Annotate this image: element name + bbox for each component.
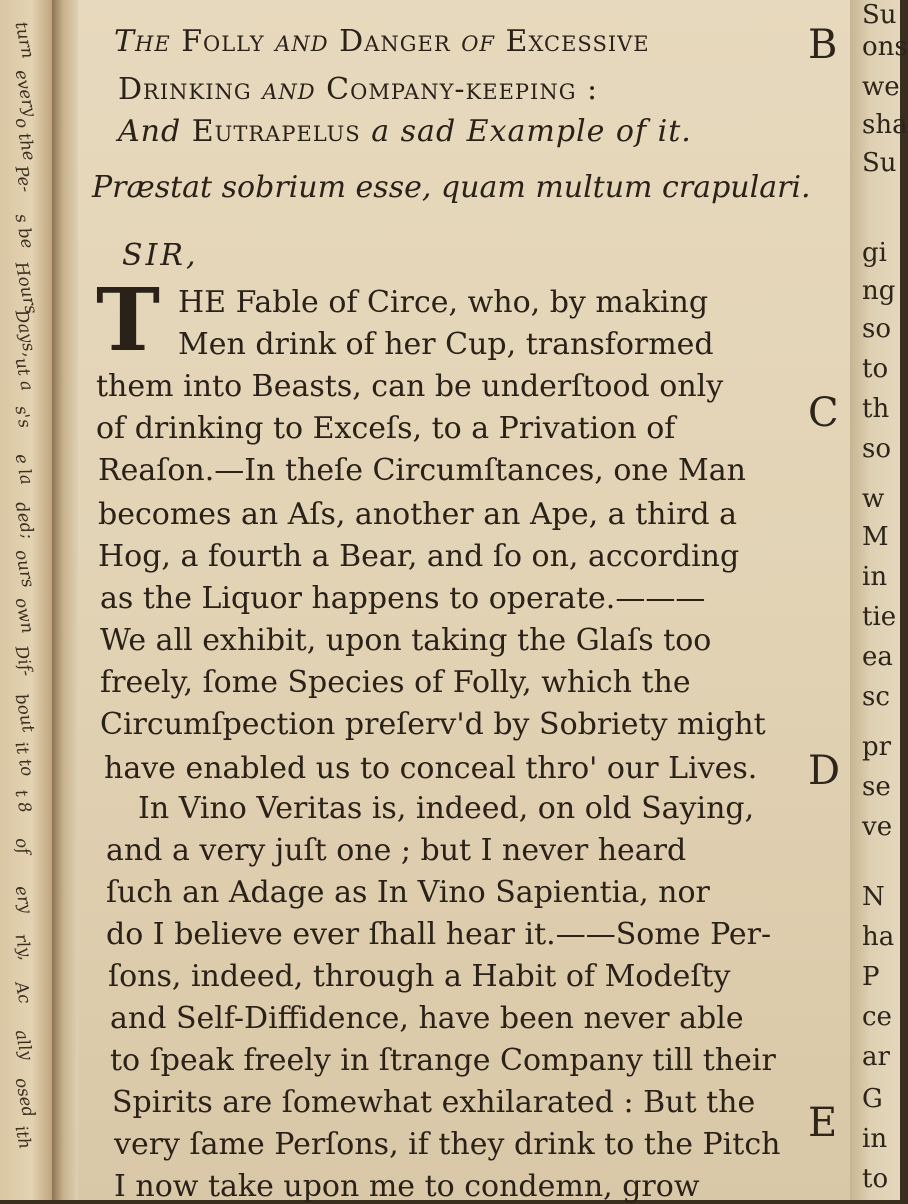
body-line: In Vino Veritas is, indeed, on old Saying,: [138, 791, 755, 826]
body-line: as the Liquor happens to operate.———: [100, 581, 706, 616]
body-line: very ſame Perſons, if they drink to the Pitch: [114, 1127, 781, 1162]
right-page-fragment: ng: [862, 276, 896, 306]
left-page-fragment: Ac: [10, 980, 35, 1006]
right-page-fragment: in: [862, 1124, 888, 1154]
right-page-fragment: pr: [862, 732, 892, 762]
body-line: and a very juſt one ; but I never heard: [106, 833, 687, 868]
right-page-fragment: M: [862, 522, 889, 552]
margin-section-letter: C: [808, 390, 839, 436]
main-page: [78, 0, 850, 1204]
body-line: and Self-Diffidence, have been never able: [110, 1001, 744, 1036]
salutation: SIR,: [122, 238, 199, 273]
title-word: And: [118, 114, 182, 149]
body-line: of drinking to Exceſs, to a Privation of: [96, 411, 676, 446]
right-page-fragment: sc: [862, 682, 890, 712]
left-page-fragment: own: [10, 596, 38, 636]
right-page-fragment: to: [862, 354, 889, 384]
body-line: Men drink of her Cup, transformed: [178, 327, 714, 362]
title-line-3: [118, 114, 818, 149]
margin-section-letter: B: [808, 22, 838, 68]
title-word: Folly: [181, 24, 265, 59]
left-page-fragment: osed: [10, 1076, 39, 1120]
title-line-2: [118, 72, 818, 107]
title-word: Eutrapelus: [191, 114, 361, 149]
left-page-fragment: s be: [10, 212, 38, 251]
left-page-fragment: it to: [10, 740, 38, 779]
title-line-1: [114, 24, 814, 59]
right-page-fragment: gi: [862, 238, 887, 268]
left-page-fragment: Dif-: [10, 644, 37, 678]
body-line: to ſpeak freely in ſtrange Company till their: [110, 1043, 776, 1078]
title-word: a sad Example of it.: [371, 114, 692, 149]
right-page-fragment: ea: [862, 642, 893, 672]
margin-section-letter: D: [808, 748, 841, 794]
body-line: do I believe ever ſhall hear it.——Some Per-: [106, 917, 772, 952]
left-page-fragment: Pe-: [10, 164, 36, 195]
title-word: Drinking: [118, 72, 252, 107]
right-page-fragment: G: [862, 1084, 883, 1114]
right-page-fragment: to: [862, 1164, 889, 1194]
left-page-edge: [0, 0, 52, 1200]
left-page-fragment: ours: [10, 548, 38, 590]
right-page-fragment: P: [862, 962, 880, 992]
right-page-fragment: th: [862, 394, 890, 424]
right-page-fragment: ce: [862, 1002, 892, 1032]
left-page-fragment: turn: [10, 20, 38, 61]
left-page-fragment: ded;: [10, 500, 38, 541]
left-page-fragment: t 8: [10, 788, 35, 815]
body-line: I now take upon me to condemn, grow: [114, 1169, 700, 1204]
right-page-fragment: Su: [862, 148, 897, 178]
body-line: We all exhibit, upon taking the Glaſs too: [100, 623, 712, 658]
book-gutter: [52, 0, 78, 1200]
title-word: and: [275, 24, 329, 59]
right-page-edge: [850, 0, 908, 1200]
title-word: Danger: [339, 24, 451, 59]
left-page-fragment: Days,: [10, 308, 40, 359]
right-page-fragment: se: [862, 772, 891, 802]
left-page-fragment: o the: [10, 116, 40, 163]
title-word: Excessive: [505, 24, 650, 59]
drop-cap-letter: T: [96, 270, 160, 371]
body-line: Hog, a fourth a Bear, and ſo on, according: [98, 539, 740, 574]
margin-section-letter: E: [808, 1100, 838, 1146]
title-word: The: [114, 24, 171, 59]
right-page-fragment: N: [862, 882, 885, 912]
right-page-fragment: ve: [862, 812, 893, 842]
title-word: and: [262, 72, 316, 107]
right-page-fragment: ar: [862, 1042, 890, 1072]
right-page-fragment: so: [862, 434, 891, 464]
right-page-fragment: tie: [862, 602, 897, 632]
body-line: HE Fable of Circe, who, by making: [178, 285, 709, 320]
title-word: of: [461, 24, 495, 59]
body-line: becomes an Aſs, another an Ape, a third a: [98, 497, 738, 532]
left-page-fragment: ery: [10, 884, 36, 916]
body-line: have enabled us to conceal thro' our Lives.: [104, 751, 758, 786]
left-page-fragment: Hours: [10, 260, 41, 316]
left-page-fragment: s's: [10, 404, 35, 430]
body-line: Circumſpection preſerv'd by Sobriety might: [100, 707, 766, 742]
body-line: ſuch an Adage as In Vino Sapientia, nor: [106, 875, 710, 910]
left-page-fragment: ut a: [10, 356, 37, 393]
right-page-fragment: we: [862, 72, 900, 102]
body-line: ſons, indeed, through a Habit of Modeſty: [108, 959, 731, 994]
right-page-fragment: sha: [862, 110, 908, 140]
right-page-fragment: Su: [862, 0, 897, 30]
right-page-fragment: ons: [862, 32, 908, 62]
left-page-fragment: rly,: [10, 932, 36, 962]
body-line: Reaſon.—In theſe Circumſtances, one Man: [98, 453, 746, 488]
title-word: :: [587, 72, 599, 107]
left-page-fragment: ally: [10, 1028, 37, 1063]
left-page-fragment: of: [10, 836, 34, 857]
left-page-fragment: bout: [10, 692, 39, 735]
right-page-fragment: in: [862, 562, 888, 592]
right-page-fragment: w: [862, 484, 885, 514]
left-page-fragment: every: [10, 68, 40, 119]
body-line: Spirits are ſomewhat exhilarated : But the: [112, 1085, 756, 1120]
left-page-fragment: e la: [10, 452, 37, 487]
title-word: Company-keeping: [326, 72, 577, 107]
left-page-fragment: ith: [10, 1124, 35, 1151]
body-line: them into Beasts, can be underſtood only: [96, 369, 724, 404]
right-page-fragment: so: [862, 314, 891, 344]
latin-epigraph: Præstat sobrium esse, quam multum crapulari.: [92, 170, 811, 205]
right-page-fragment: ha: [862, 922, 895, 952]
body-line: freely, ſome Species of Folly, which the: [100, 665, 691, 700]
